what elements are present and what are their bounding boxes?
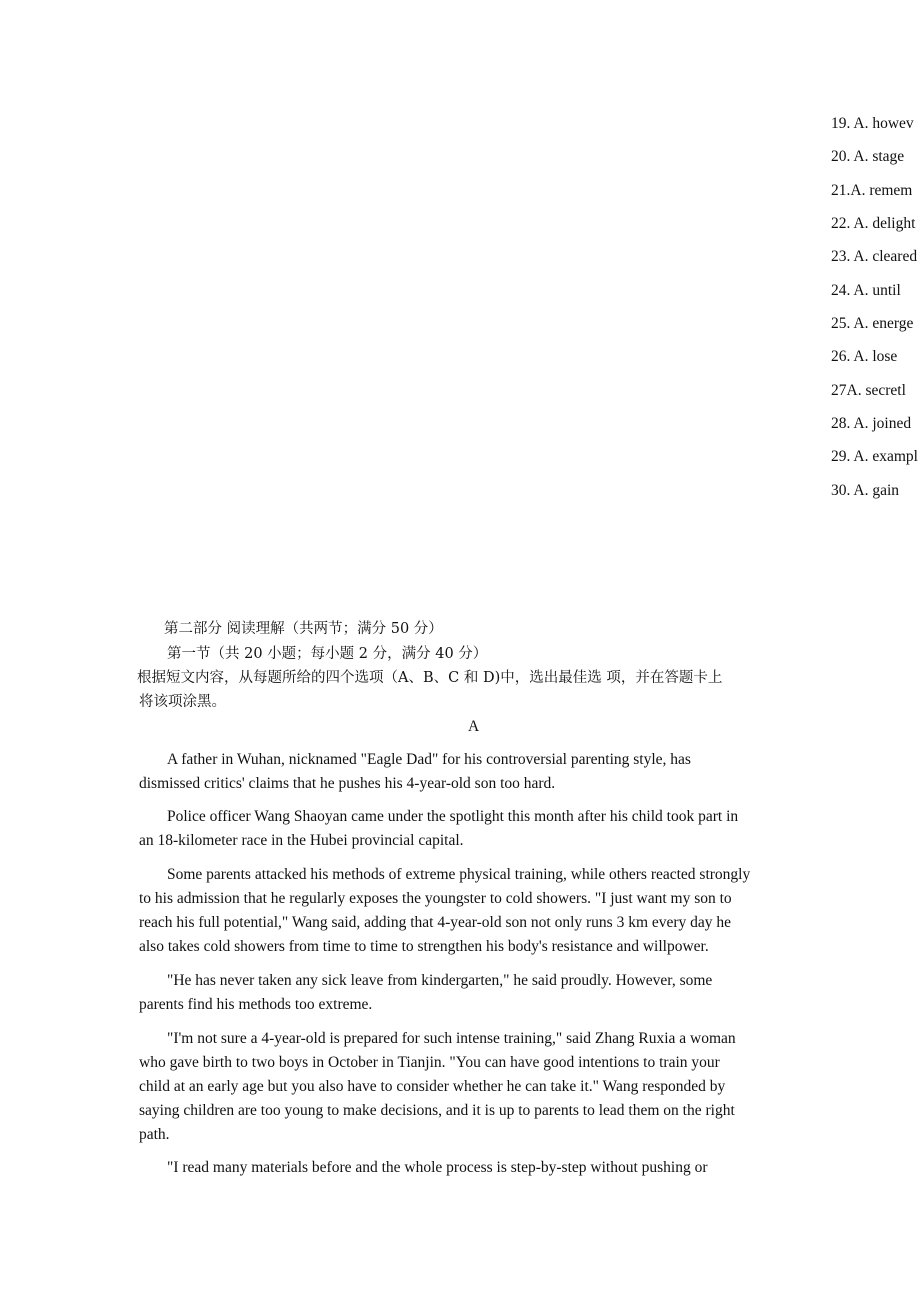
option-27: 27A. secretl — [831, 382, 906, 399]
passage-line: Police officer Wang Shaoyan came under the spotlight this month after his child took part in — [167, 808, 739, 825]
option-21: 21.A. remem — [831, 182, 913, 199]
subsection-title: 第一节（共 20 小题；每小题 2 分，满分 40 分） — [167, 646, 488, 662]
option-25: 25. A. energe — [831, 315, 914, 332]
passage-line: to his admission that he regularly exposes the youngster to cold showers. "I just want my son to — [139, 890, 732, 907]
passage-line: "I'm not sure a 4-year-old is prepared for such intense training," said Zhang Ruxia a woman — [167, 1030, 736, 1047]
option-22: 22. A. delight — [831, 215, 916, 232]
passage-line: saying children are too young to make decisions, and it is up to parents to lead them on the right — [139, 1102, 735, 1119]
instructions-line: 将该项涂黑。 — [139, 694, 226, 710]
passage-line: dismissed critics' claims that he pushes his 4-year-old son too hard. — [139, 775, 556, 792]
passage-line: "I read many materials before and the whole process is step-by-step without pushing or — [167, 1159, 708, 1176]
passage-line: reach his full potential," Wang said, adding that 4-year-old son not only runs 3 km every day he — [139, 914, 732, 931]
passage-label: A — [468, 718, 480, 735]
passage-line: parents find his methods too extreme. — [139, 996, 373, 1013]
passage-line: A father in Wuhan, nicknamed "Eagle Dad" for his controversial parenting style, has — [167, 751, 691, 768]
option-23: 23. A. cleared — [831, 248, 918, 265]
passage-line: "He has never taken any sick leave from kindergarten," he said proudly. However, some — [167, 972, 713, 989]
option-20: 20. A. stage — [831, 148, 905, 165]
part-title: 第二部分 阅读理解（共两节；满分 50 分） — [164, 621, 443, 637]
instructions-line: 根据短文内容，从每题所给的四个选项（A、B、C 和 D)中，选出最佳选 项，并在答题卡上 — [137, 670, 723, 686]
passage-line: an 18-kilometer race in the Hubei provincial capital. — [139, 832, 464, 849]
option-28: 28. A. joined — [831, 415, 912, 432]
passage-line: child at an early age but you also have to consider whether he can take it." Wang responded by — [139, 1078, 726, 1095]
passage-line: also takes cold showers from time to time to strengthen his body's resistance and willpower. — [139, 938, 709, 955]
option-26: 26. A. lose — [831, 348, 898, 365]
option-19: 19. A. howev — [831, 115, 914, 132]
option-30: 30. A. gain — [831, 482, 900, 499]
passage-line: path. — [139, 1126, 170, 1143]
passage-line: who gave birth to two boys in October in Tianjin. "You can have good intentions to train your — [139, 1054, 720, 1071]
option-29: 29. A. exampl — [831, 448, 918, 465]
option-24: 24. A. until — [831, 282, 901, 299]
passage-line: Some parents attacked his methods of extreme physical training, while others reacted strongly — [167, 866, 751, 883]
